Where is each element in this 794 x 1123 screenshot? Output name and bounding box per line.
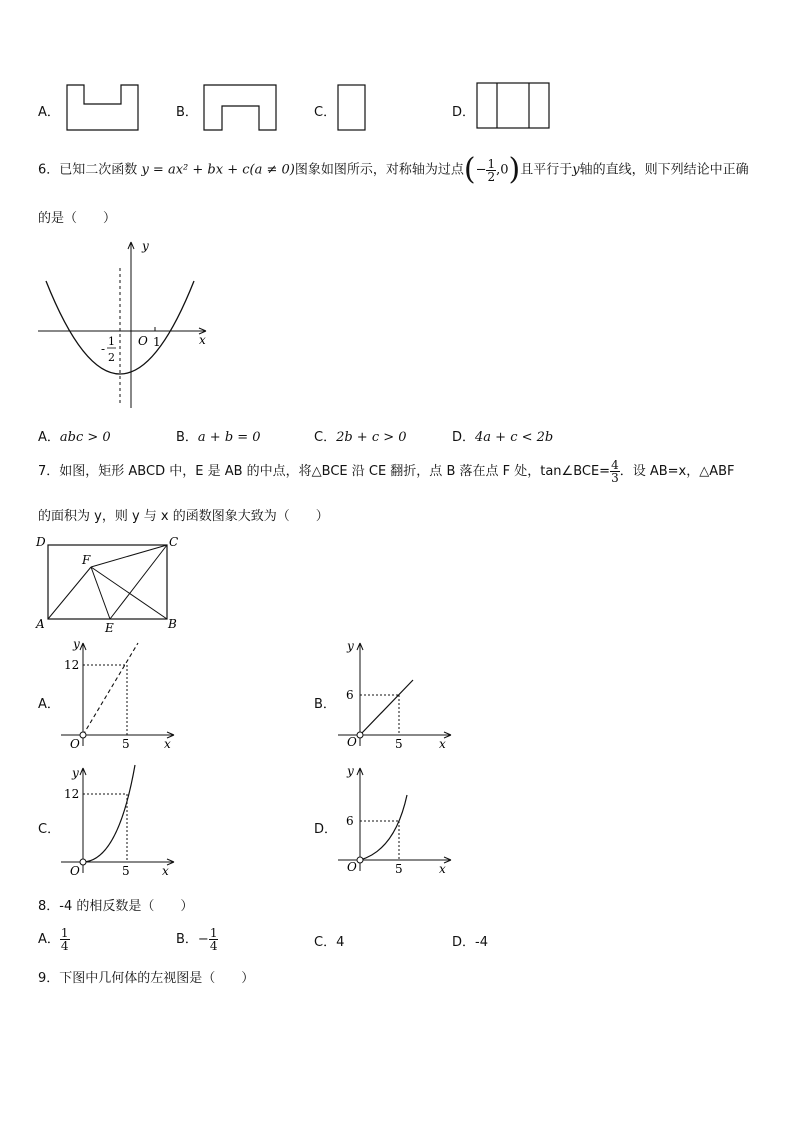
q7-rectangle [48, 545, 167, 619]
q7b-line [360, 680, 413, 735]
q8-stem: 8．-4 的相反数是（ ） [38, 899, 194, 914]
q6-origin-label: O [138, 334, 148, 348]
q6-text-end: 轴的直线，则下列结论中正确 [579, 162, 749, 178]
svg-text:5: 5 [395, 862, 403, 876]
q6-x-label: x [199, 333, 206, 347]
svg-text:x: x [439, 737, 446, 750]
q6-point-minus: − [475, 162, 487, 178]
q6-half-den: 2 [108, 351, 115, 364]
svg-text:O: O [70, 864, 80, 878]
q6-option-d[interactable]: D．4a + c < 2b [452, 430, 554, 445]
q6-stem-line2: 的是（ ） [38, 211, 117, 226]
svg-text:x: x [439, 862, 446, 876]
q6-stem-line1: 6．已知二次函数 y = ax² + bx + c(a ≠ 0)图象如图所示，对称轴为过点(− $\frac{1}{2}$ ,0)且平行于y轴的直线，则下列结论中正确 [38, 152, 749, 187]
q8-option-a[interactable]: A． $\frac{1}{4}$ [38, 926, 69, 953]
q5-option-d-figure [476, 82, 551, 130]
svg-text:12: 12 [64, 787, 80, 801]
q6-axis-var: y [572, 162, 580, 178]
q7-text1: 如图，矩形 ABCD 中，E 是 AB 的中点，将△BCE 沿 CE 翻折，点 B 落在点 F 处，tan∠BCE= [59, 464, 611, 479]
q7a-line [83, 643, 138, 735]
q9-stem: 9．下图中几何体的左视图是（ ） [38, 971, 255, 986]
q7-option-c-graph [56, 763, 181, 878]
svg-text:O: O [347, 735, 357, 749]
q8-option-b[interactable]: B．− $\frac{1}{4}$ [176, 926, 218, 953]
q6-number: 6． [38, 162, 60, 178]
q6-option-b[interactable]: B．a + b = 0 [176, 430, 261, 445]
q5-option-b-figure [203, 84, 278, 132]
q5-option-b-label[interactable]: B． [176, 105, 198, 120]
q6-point-fraction: $\frac{1}{2}$ [487, 156, 496, 184]
q6-condition: (a ≠ 0) [249, 162, 295, 178]
svg-text:y: y [72, 766, 79, 780]
svg-text:5: 5 [122, 864, 130, 878]
q7-stem-line2: 的面积为 y，则 y 与 x 的函数图象大致为（ ） [38, 509, 329, 524]
svg-text:O: O [347, 860, 357, 874]
q7-option-d-graph [333, 763, 458, 878]
q7-text2: ．设 AB=x，△ABF [619, 464, 735, 479]
svg-text:y: y [347, 639, 354, 653]
svg-text:5: 5 [122, 737, 130, 750]
q7-option-b-label[interactable]: B． [314, 697, 336, 712]
q6-text-intro: 已知二次函数 [59, 162, 138, 178]
svg-text:y: y [347, 764, 354, 778]
q6-point-tail: ,0 [496, 162, 509, 178]
q7-label-c: C [169, 535, 179, 549]
q7-label-e: E [105, 621, 114, 635]
q7-rectangle-figure [34, 532, 184, 637]
q7-stem-line1 [38, 452, 735, 492]
svg-text:y: y [73, 638, 80, 651]
q5-option-c-label[interactable]: C． [314, 105, 337, 120]
q7-label-d: D [36, 535, 46, 549]
q7-option-a-label[interactable]: A． [38, 697, 60, 712]
svg-text:6: 6 [346, 814, 354, 828]
q6-text-mid: 图象如图所示，对称轴为过点 [294, 162, 464, 178]
q6-option-a[interactable]: A．abc > 0 [38, 430, 111, 445]
q7-option-b-graph [333, 638, 458, 750]
q7-label-b: B [168, 617, 177, 631]
q7-option-c-label[interactable]: C． [38, 822, 61, 837]
svg-text:6: 6 [346, 688, 354, 702]
q7d-curve [360, 795, 407, 860]
q7-option-d-label[interactable]: D． [314, 822, 338, 837]
q5-option-d-label[interactable]: D． [452, 105, 476, 120]
q6-one-label: 1 [153, 335, 161, 349]
q6-func-rhs: ax² + bx + c [167, 162, 250, 178]
q5-option-c-figure [337, 84, 367, 132]
q6-option-c[interactable]: C．2b + c > 0 [314, 430, 407, 445]
q6-text-tail: 且平行于 [520, 162, 573, 178]
svg-text:5: 5 [395, 737, 403, 750]
svg-text:12: 12 [64, 658, 80, 672]
q6-minus-label: - [101, 342, 106, 356]
q7-label-a: A [36, 617, 45, 631]
q7-tan-fraction: $\frac{4}{3}$ [611, 458, 619, 485]
q6-parabola-graph [36, 238, 216, 413]
q5-option-a-label[interactable]: A． [38, 105, 60, 120]
svg-text:x: x [162, 864, 169, 878]
q7-label-f: F [82, 553, 91, 567]
q8-option-d[interactable]: D．-4 [452, 935, 488, 950]
q5-option-a-figure [66, 84, 140, 132]
q7-number: 7． [38, 464, 60, 479]
svg-text:x: x [164, 737, 171, 750]
q6-y-label: y [142, 239, 149, 253]
q8-option-c[interactable]: C．4 [314, 935, 345, 950]
q7-option-a-graph [56, 638, 181, 750]
q6-func-lhs: y [141, 162, 149, 178]
q6-half-num: 1 [108, 335, 115, 348]
svg-text:O: O [70, 737, 80, 750]
